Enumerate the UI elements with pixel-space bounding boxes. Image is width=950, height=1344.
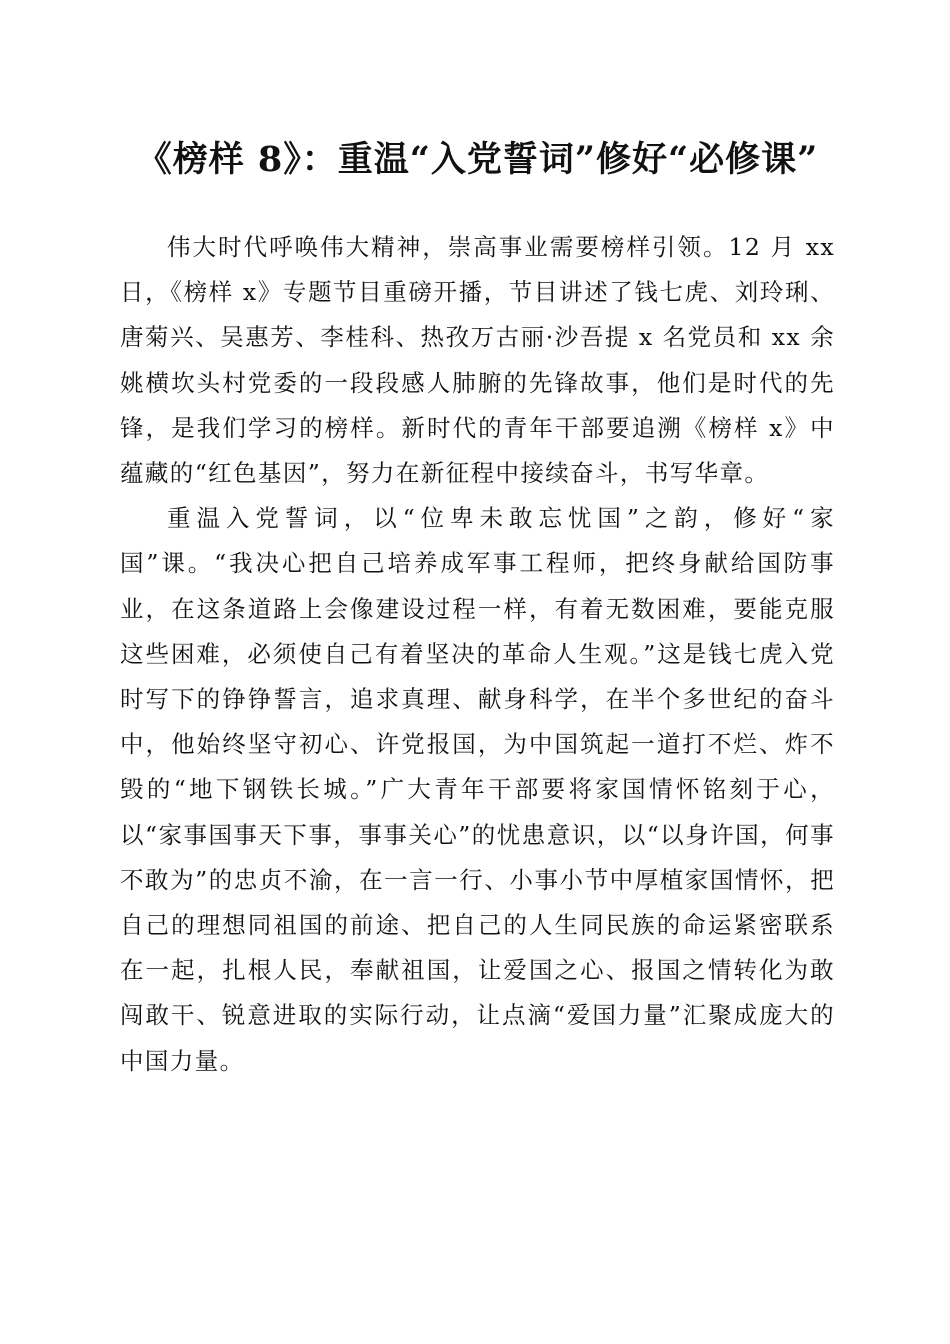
document-body [120,225,835,1084]
paragraph-1: 伟大时代呼唤伟大精神，崇高事业需要榜样引领。12 月 xx 日，《榜样 x》专题节目重磅开播，节目讲述了钱七虎、刘玲琍、唐菊兴、吴惠芳、李桂科、热孜万古丽·沙吾提 x 名党员和 xx 余姚横坎头村党委的一段段感人肺腑的先锋故事，他们是时代的先锋，是我们学习的榜样。新时代的青年干部要追溯《榜样 x》中蕴藏的“红色基因”，努力在新征程中接续奋斗，书写华章。 [120,233,835,488]
document-title: 《榜样 8》：重温“入党誓词”修好“必修课” [136,139,819,180]
paragraph-2: 重温入党誓词，以“位卑未敢忘忧国”之韵，修好“家国”课。“我决心把自己培养成军事工程师，把终身献给国防事业，在这条道路上会像建设过程一样，有着无数困难，要能克服这些困难，必须使自己有着坚决的革命人生观。”这是钱七虎入党时写下的铮铮誓言，追求真理、献身科学，在半个多世纪的奋斗中，他始终坚守初心、许党报国，为中国筑起一道打不烂、炸不毁的“地下钢铁长城。”广大青年干部要将家国情怀铭刻于心，以“家事国事天下事，事事关心”的忧患意识，以“以身许国，何事不敢为”的忠贞不渝，在一言一行、小事小节中厚植家国情怀，把自己的理想同祖国的前途、把自己的人生同民族的命运紧密联系在一起，扎根人民，奉献祖国，让爱国之心、报国之情转化为敢闯敢干、锐意进取的实际行动，让点滴“爱国力量”汇聚成庞大的中国力量。 [120,504,835,1075]
